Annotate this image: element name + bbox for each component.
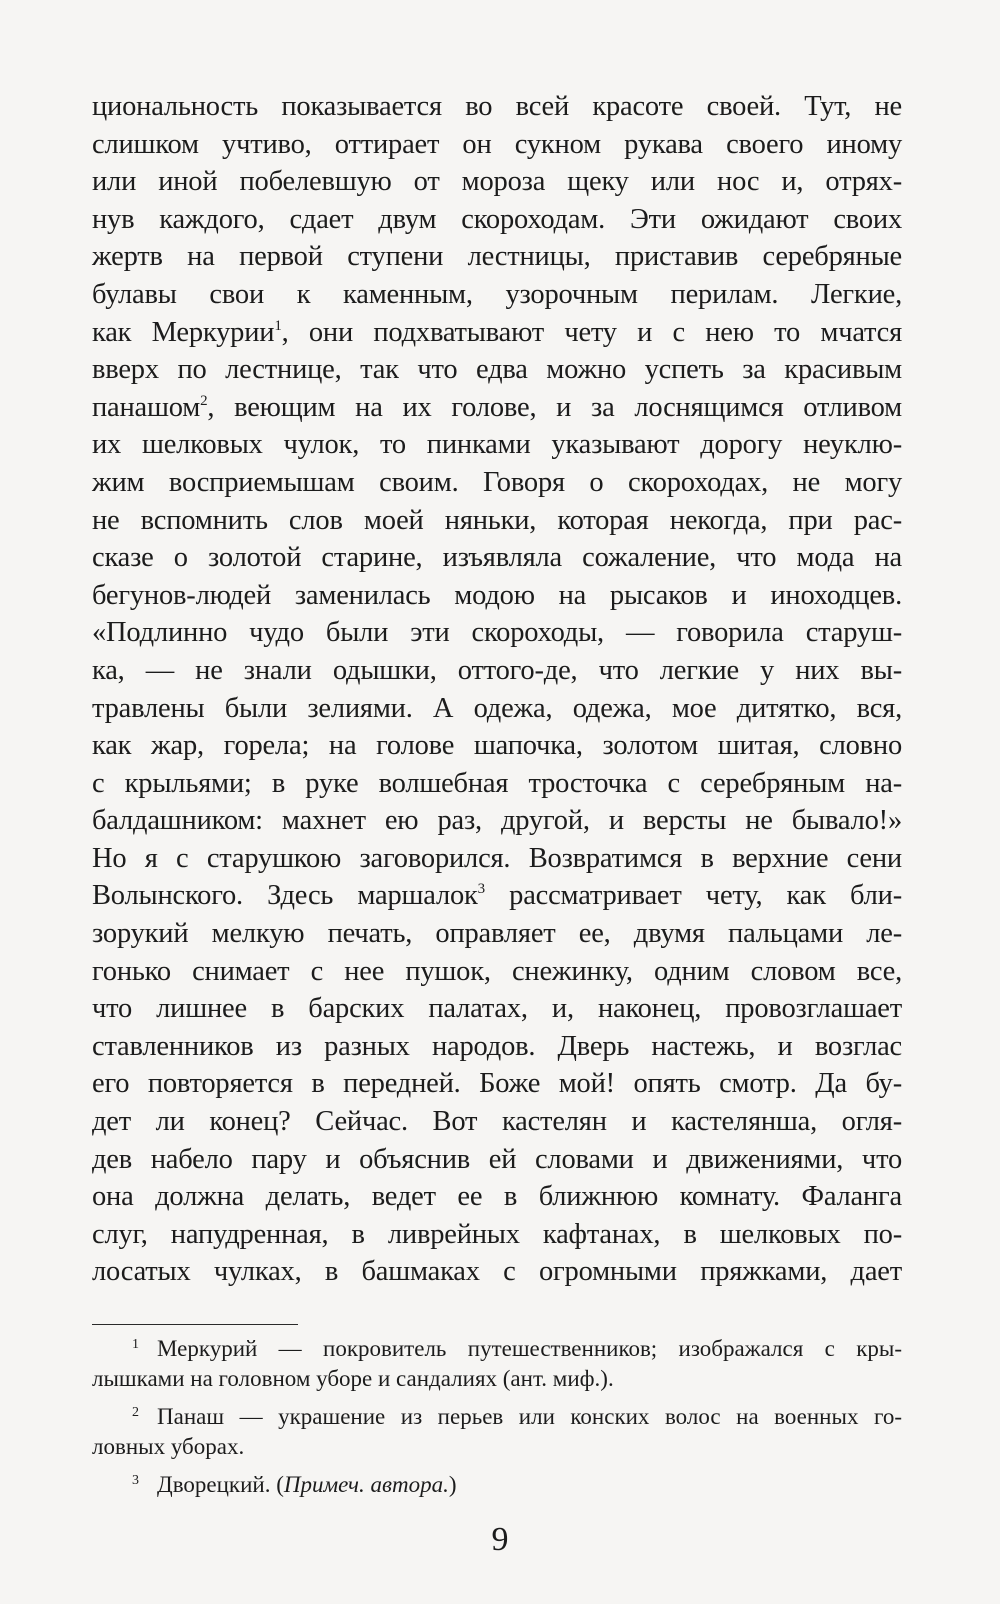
text-segment: рассматривает чету, как бли- <box>484 880 902 912</box>
text-line: вверх по лестнице, так что едва можно успеть за красивым <box>92 354 902 386</box>
text-line: травлены были зелиями. А одежа, одежа, мое дитятко, вся, <box>92 692 902 724</box>
footnote-text: Панаш — украшение из перьев или конских волос на военных го- <box>157 1404 902 1429</box>
page-number: 9 <box>491 1521 509 1558</box>
text-line: циональность показывается во всей красоте своей. Тут, не <box>92 91 902 122</box>
footnote-line: ловных уборах. <box>92 1434 245 1459</box>
text-line: не вспомнить слов моей няньки, которая некогда, при рас- <box>92 504 902 536</box>
text-line: слишком учтиво, оттирает он сукном рукава своего иному <box>92 128 902 160</box>
text-line: его повторяется в передней. Боже мой! опять смотр. Да бу- <box>92 1068 902 1100</box>
text-line: дев набело пару и объяснив ей словами и движениями, что <box>92 1143 902 1175</box>
text-line: бегунов-людей заменилась модою на рысаков и иноходцев. <box>92 579 902 611</box>
text-segment: Волынского. Здесь маршалок <box>92 880 478 912</box>
footnotes-block <box>92 1330 902 1504</box>
text-line <box>92 389 902 427</box>
text-line: дет ли конец? Сейчас. Вот кастелян и кастелянша, огля- <box>92 1106 902 1138</box>
text-segment: , они подхватывают чету и с нею то мчатся <box>281 316 902 348</box>
text-line: ставленников из разных народов. Дверь настежь, и возглас <box>92 1030 902 1062</box>
text-segment: как Меркурии <box>92 316 275 348</box>
text-line: или иной побелевшую от мороза щеку или нос и, отрях- <box>92 166 902 198</box>
text-line: слуг, напудренная, в ливрейных кафтанах, в шелковых по- <box>92 1218 902 1250</box>
footnote-line <box>92 1330 902 1364</box>
footnote-text: Меркурий — покровитель путешественников; изображался с кры- <box>157 1336 902 1361</box>
text-line: что лишнее в барских палатах, и, наконец, провозглашает <box>92 993 902 1025</box>
text-line: жим восприемышам своим. Говоря о скороходах, не могу <box>92 466 902 498</box>
text-line: она должна делать, ведет ее в ближнюю комнату. Фаланга <box>92 1181 902 1213</box>
text-line: сказе о золотой старине, изъявляла сожаление, что мода на <box>92 542 902 574</box>
text-segment: , веющим на их голове, и за лоснящимся отливом <box>207 391 902 423</box>
footnote-1 <box>92 1330 902 1394</box>
text-line: лосатых чулках, в башмаках с огромными пряжками, дает <box>92 1256 902 1288</box>
footnote-divider <box>92 1324 298 1325</box>
text-line: ка, — не знали одышки, оттого-де, что легкие у них вы- <box>92 654 902 686</box>
text-segment: панашом <box>92 391 201 423</box>
main-text-block <box>92 88 902 1291</box>
text-line: балдашником: махнет ею раз, другой, и версты не бывало!» <box>92 805 902 837</box>
text-line: «Подлинно чудо были эти скороходы, — говорила старуш- <box>92 617 902 649</box>
text-line: жертв на первой ступени лестницы, приставив серебряные <box>92 241 902 273</box>
text-line: нув каждого, сдает двум скороходам. Эти ожидают своих <box>92 203 902 235</box>
footnote-line: лышками на головном уборе и сандалиях (ант. миф.). <box>92 1366 614 1391</box>
footnote-line <box>92 1398 902 1432</box>
text-line: зорукий мелкую печать, оправляет ее, двумя пальцами ле- <box>92 918 902 950</box>
text-line <box>92 877 902 915</box>
text-line <box>92 314 902 352</box>
text-line: булавы свои к каменным, узорочным перилам. Легкие, <box>92 278 902 310</box>
footnote-marker-1: 1 <box>274 317 282 334</box>
footnote-text: ) <box>448 1472 457 1497</box>
footnote-italic-text: Примеч. автора. <box>283 1472 449 1497</box>
footnote-number: 3 <box>132 1473 139 1488</box>
footnote-number: 2 <box>132 1405 139 1420</box>
text-line: Но я с старушкою заговорился. Возвратимся в верхние сени <box>92 842 902 874</box>
footnote-2 <box>92 1398 902 1462</box>
footnote-line <box>92 1466 902 1500</box>
footnote-marker-3: 3 <box>477 881 485 898</box>
text-line: как жар, горела; на голове шапочка, золотом шитая, словно <box>92 730 902 762</box>
footnote-marker-2: 2 <box>200 392 208 409</box>
text-line: их шелковых чулок, то пинками указывают дорогу неуклю- <box>92 429 902 461</box>
footnote-text: Дворецкий. ( <box>157 1472 284 1497</box>
text-line: гонько снимает с нее пушок, снежинку, одним словом все, <box>92 955 902 987</box>
footnote-number: 1 <box>132 1337 139 1352</box>
footnote-3 <box>92 1466 902 1500</box>
text-line: с крыльями; в руке волшебная тросточка с серебряным на- <box>92 767 902 799</box>
